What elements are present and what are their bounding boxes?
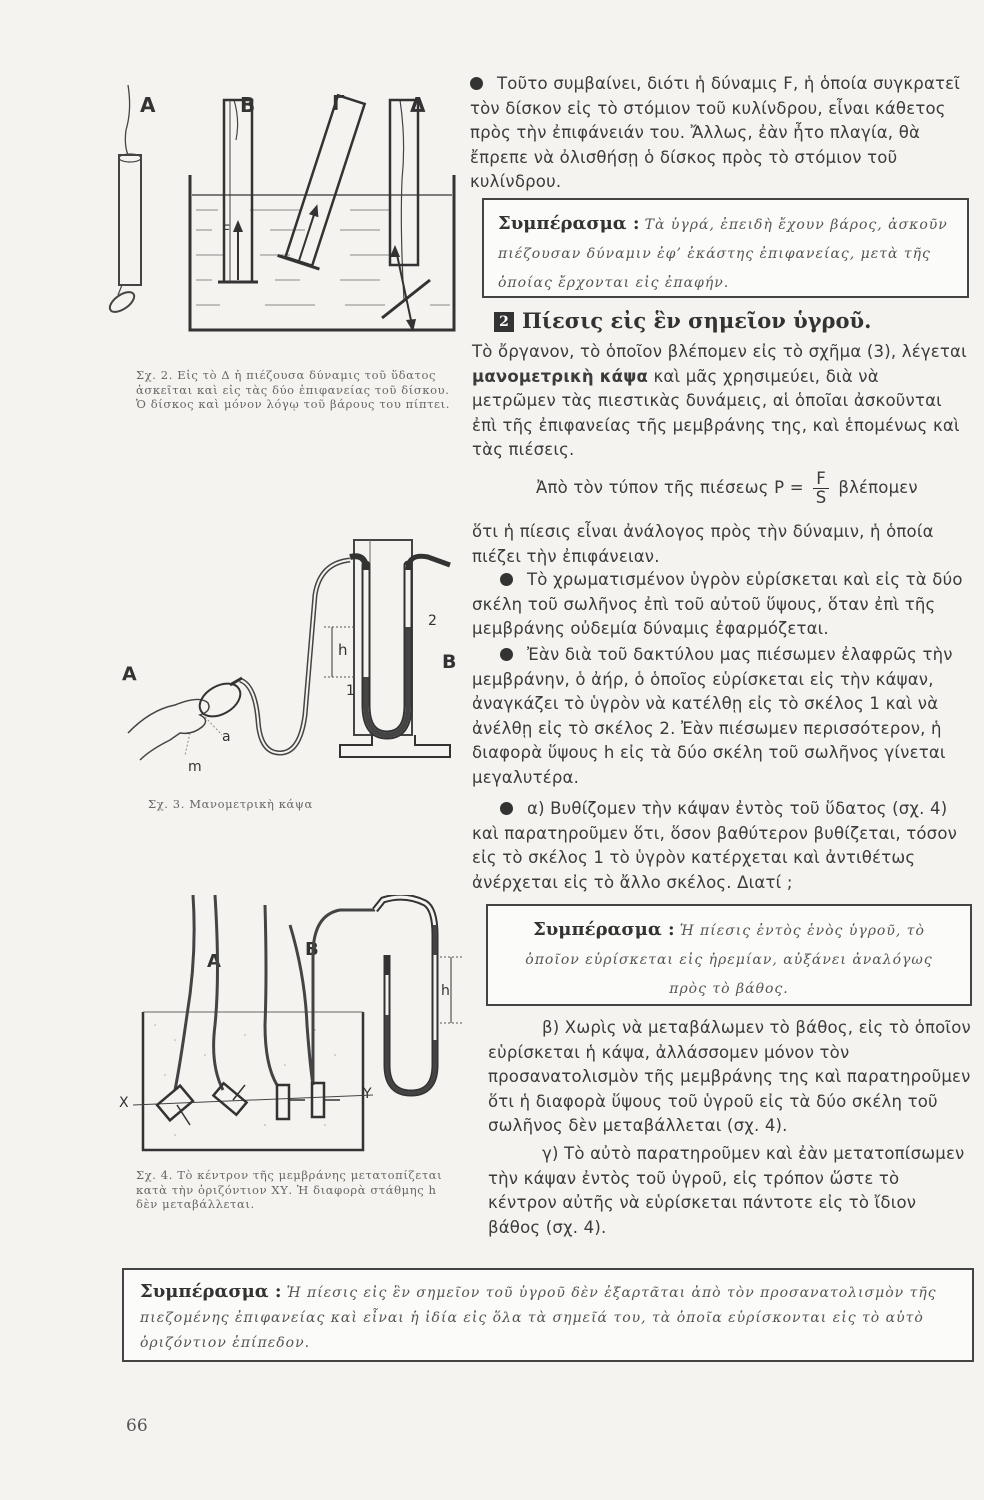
fig4-label-a: Α (207, 951, 221, 972)
formula-after: βλέπομεν (838, 478, 918, 497)
fig4-label-h: h (441, 983, 450, 999)
formula-before: Ἀπὸ τὸν τύπον τῆς πιέσεως P = (536, 478, 804, 497)
fig4-label-b: Β (305, 939, 319, 960)
paragraph-4 (472, 568, 967, 642)
conclusion-1-heading: Συμπέρασμα : (498, 213, 640, 234)
fig2-force-label: F (222, 223, 231, 239)
paragraph-7 (488, 1016, 973, 1139)
fig3-label-h: h (338, 641, 348, 659)
fig4-label-y: Y (363, 1086, 372, 1102)
paragraph-1 (470, 72, 965, 195)
section-number: 2 (494, 312, 514, 332)
fig3-label-m: m (188, 759, 202, 775)
fig3-label-2: 2 (428, 613, 437, 629)
figure-2-diagram (100, 80, 470, 350)
paragraph-6-text: α) Βυθίζομεν τὴν κάψαν ἐντὸς τοῦ ὕδατος (σχ. 4) καὶ παρατηροῦμεν ὅτι, ὅσον βαθύτερον βυθίζεται, τόσον εἰς τὸ σκέλος 1 τὸ ὑγρὸν κατέρχεται καὶ ἀντιθέτως ἀνέρχεται εἰς τὸ ἄλλο σκέλος. Διατί ; (472, 799, 958, 892)
conclusion-box-2 (486, 904, 972, 1006)
conclusion-box-1 (482, 198, 969, 298)
fig2-label-g: Γ (332, 91, 345, 115)
paragraph-2 (472, 340, 967, 463)
paragraph-6 (472, 797, 967, 895)
bullet-icon (470, 77, 483, 90)
paragraph-5 (472, 643, 967, 790)
paragraph-3 (472, 520, 967, 569)
paragraph-2-text-a: Τὸ ὄργανον, τὸ ὁποῖον βλέπομεν εἰς τὸ σχῆμα (3), λέγεται (472, 342, 967, 361)
figure-3-manometer (110, 535, 465, 785)
paragraph-1-text: Τοῦτο συμβαίνει, διότι ἡ δύναμις F, ἡ ὁποία συγκρατεῖ τὸν δίσκον εἰς τὸ στόμιον τοῦ κυλίνδρου, εἶναι κάθετος πρὸς τὴν ἐπιφάνειάν του. Ἄλλως, ἐὰν ἦτο πλαγία, θὰ ἔπρεπε νὰ ὀλισθήσῃ ὁ δίσκος πρὸς τὸ στόμιον τοῦ κυλίνδρου. (470, 74, 961, 191)
paragraph-7-text: β) Χωρὶς νὰ μεταβάλωμεν τὸ βάθος, εἰς τὸ ὁποῖον εὑρίσκεται ἡ κάψα, ἀλλάσσομεν μόνον τὸν προσανατολισμὸν τῆς μεμβράνης της καὶ παρατηροῦμεν ὅτι ἡ διαφορὰ ὕψους τοῦ ὑγροῦ εἰς τὰ δύο σκέλη τοῦ σωλῆνος δὲν μεταβάλλεται (σχ. 4). (488, 1018, 971, 1135)
paragraph-5-text: Ἐὰν διὰ τοῦ δακτύλου μας πιέσωμεν ἐλαφρῶς τὴν μεμβράνην, ὁ ἀήρ, ὁ ὁποῖος εὑρίσκεται εἰς τὴν κάψαν, ἀναγκάζει τὸ ὑγρὸν νὰ κατέλθῃ εἰς τὸ σκέλος 1 καὶ νὰ ἀνέλθῃ εἰς τὸ σκέλος 2. Ἐὰν πιέσωμεν περισσότερον, ἡ διαφορὰ ὕψους h εἰς τὰ δύο σκέλη τοῦ σωλῆνος γίνεται μεγαλυτέρα. (472, 645, 953, 787)
fig3-label-a: Α (122, 663, 137, 685)
formula-numerator: F (813, 470, 829, 489)
bullet-icon (500, 648, 513, 661)
paragraph-8 (488, 1142, 973, 1240)
fig2-label-a: Α (140, 93, 156, 117)
section-title: Πίεσις εἰς ἓν σημεῖον ὑγροῦ. (522, 308, 872, 333)
conclusion-1-text: Τὰ ὑγρά, ἐπειδὴ ἔχουν βάρος, ἀσκοῦν πιέζουσαν δύναμιν ἐφ’ ἑκάστης ἐπιφανείας, μετὰ τῆς ὁποίας ἔρχονται εἰς ἐπαφήν. (498, 217, 948, 291)
figure-3-caption: Σχ. 3. Μανομετρικὴ κάψα (148, 797, 313, 811)
conclusion-2-heading: Συμπέρασμα : (533, 919, 675, 940)
fig3-label-1: 1 (346, 683, 355, 699)
conclusion-3-text: Ἡ πίεσις εἰς ἓν σημεῖον τοῦ ὑγροῦ δὲν ἐξαρτᾶται ἀπὸ τὸν προσανατολισμὸν τῆς πιεζομένης ἐπιφανείας καὶ εἶναι ἡ ἰδία εἰς ὅλα τὰ σημεῖά του, τὰ ὁποῖα εὑρίσκονται εἰς τὸ αὐτὸ ὁριζόντιον ἐπίπεδον. (140, 1285, 937, 1351)
figure-4-diagram (115, 895, 470, 1160)
paragraph-4-text: Τὸ χρωματισμένον ὑγρὸν εὑρίσκεται καὶ εἰς τὰ δύο σκέλη τοῦ σωλῆνος ἐπὶ τοῦ αὐτοῦ ὕψους, ὅταν ἐπὶ τῆς μεμβράνης οὐδεμία δύναμις ἐφαρμόζεται. (472, 570, 963, 638)
formula-denominator: S (815, 488, 827, 507)
paragraph-8-text: γ) Τὸ αὐτὸ παρατηροῦμεν καὶ ἐὰν μετατοπίσωμεν τὴν κάψαν ἐντὸς τοῦ ὑγροῦ, εἰς τρόπον ὥστε τὸ κέντρον αὐτῆς νὰ εὑρίσκεται πάντοτε εἰς τὸ ἴδιον βάθος (σχ. 4). (488, 1144, 965, 1237)
manometric-capsule-term: μανομετρικὴ κάψα (472, 366, 649, 386)
fig3-label-a-small: a (222, 729, 231, 745)
conclusion-3-heading: Συμπέρασμα : (140, 1281, 282, 1302)
fig3-label-b: Β (442, 651, 457, 673)
bullet-icon (500, 802, 513, 815)
figure-2-caption: Σχ. 2. Εἰς τὸ Δ ἡ πιέζουσα δύναμις τοῦ ὕδατος ἀσκεῖται καὶ εἰς τὰς δύο ἐπιφανείας τοῦ δίσκου. Ὁ δίσκος καὶ μόνον λόγῳ τοῦ βάρους του πίπτει. (136, 368, 450, 411)
paragraph-3-text: ὅτι ἡ πίεσις εἶναι ἀνάλογος πρὸς τὴν δύναμιν, ἡ ὁποία πιέζει τὴν ἐπιφάνειαν. (472, 522, 934, 566)
fig2-label-d: Δ (410, 93, 426, 117)
conclusion-box-3 (122, 1268, 974, 1362)
fig2-label-b: Β (240, 93, 256, 117)
conclusion-2-text: Ἡ πίεσις ἐντὸς ἑνὸς ὑγροῦ, τὸ ὁποῖον εὑρίσκεται εἰς ἠρεμίαν, αὐξάνει ἀναλόγως πρὸς τὸ βάθος. (525, 923, 933, 997)
section-heading (494, 308, 871, 333)
paragraph-2-text-b: καὶ μᾶς χρησιμεύει, διὰ νὰ μετρῶμεν τὰς πιεστικὰς δυνάμεις, αἱ ὁποῖαι ἀσκοῦνται ἐπὶ τῆς ἐπιφανείας τῆς μεμβράνης της, καὶ ἑπομένως καὶ τὰς πιέσεις. (472, 366, 960, 459)
page-number: 66 (126, 1416, 148, 1436)
figure-4-caption: Σχ. 4. Τὸ κέντρον τῆς μεμβράνης μετατοπίζεται κατὰ τὴν ὁριζόντιον ΧΥ. Ἡ διαφορὰ στάθμης h δὲν μεταβάλλεται. (136, 1168, 443, 1211)
bullet-icon (500, 573, 513, 586)
fig4-label-x: X (119, 1095, 129, 1111)
formula-line (536, 470, 976, 507)
